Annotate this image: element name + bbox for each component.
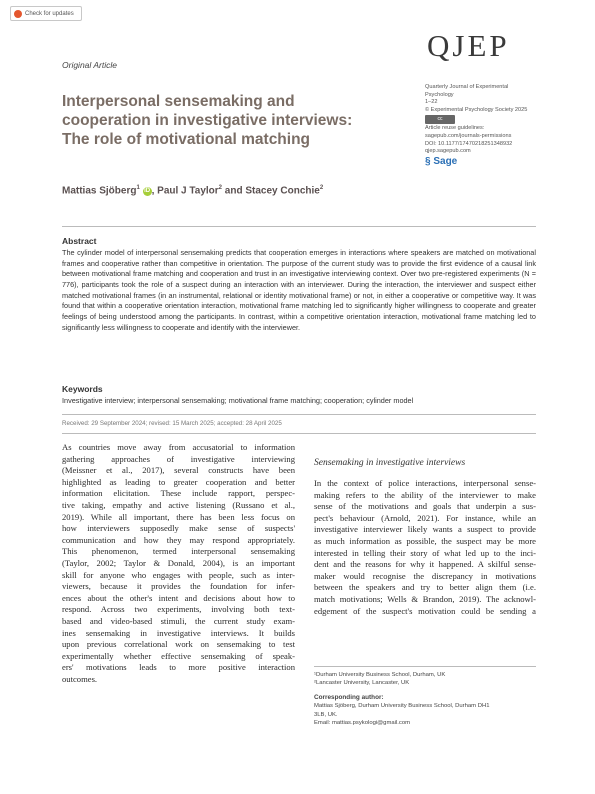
body-line: between the speakers and try to better align them (i.e. — [314, 582, 536, 593]
journal-metadata — [425, 84, 565, 165]
body-line: communication and how they may respond appropriately. — [62, 534, 295, 545]
author-name: Paul J Taylor — [157, 185, 219, 197]
body-line: how interviewers supposedly make sense of suspects' — [62, 523, 295, 534]
body-line: (Meissner et al., 2017), several constructs have been — [62, 465, 295, 476]
affiliation-marker: 2 — [218, 185, 223, 191]
corresponding-author-email[interactable]: Email: mattias.psykologi@gmail.com — [314, 720, 411, 727]
body-line: In the context of police interactions, interpersonal sense- — [314, 478, 536, 488]
section-heading: Sensemaking in investigative interviews — [314, 458, 466, 468]
article-title — [62, 92, 412, 149]
publisher-name: Sage — [433, 155, 458, 167]
body-line: outcomes. — [62, 673, 98, 684]
divider — [62, 226, 536, 227]
body-line: ences about the other's intent and decisions about how to — [62, 592, 295, 603]
journal-name-line: Quarterly Journal of Experimental — [425, 84, 509, 90]
divider — [62, 433, 536, 434]
doi[interactable]: DOI: 10.1177/17470218251348932 — [425, 140, 513, 147]
permissions-link[interactable]: sagepub.com/journals-permissions — [425, 132, 512, 139]
update-icon — [14, 10, 22, 18]
body-line: based and video-based stimuli, the current study exam- — [62, 615, 295, 626]
body-column-right — [314, 478, 536, 617]
title-line: cooperation in investigative interviews: — [62, 112, 353, 129]
body-line: information elicitation. These include rapport, perspec- — [62, 488, 295, 499]
body-line: (Taylor, 2002; Taylor & Donald, 2004), is an important — [62, 557, 295, 568]
body-line: investigative interviewer likely wants a suspect to provide — [314, 524, 536, 535]
keywords-text: Investigative interview; interpersonal sensemaking; motivational frame matching; cooperation; cylinder model — [62, 396, 414, 405]
body-line: As countries move away from accusatorial to information — [62, 442, 295, 452]
creative-commons-icon[interactable]: cc — [425, 115, 455, 124]
sage-icon: § — [425, 155, 431, 167]
body-line: interested in telling their story of what led up to the inci- — [314, 547, 536, 558]
keywords-heading: Keywords — [62, 384, 103, 394]
article-type: Original Article — [62, 60, 117, 70]
corresponding-author-heading: Corresponding author: — [314, 693, 384, 701]
footnotes — [314, 671, 536, 727]
body-line: experimentally whether effective sensemaking of speak- — [62, 650, 295, 661]
author-name: Stacey Conchie — [245, 185, 320, 197]
body-line: 2019). While all important, there has been less focus on — [62, 511, 295, 522]
journal-logo: QJEP — [427, 28, 510, 63]
body-line: tive taking, empathy and active listening (Russano et al., — [62, 499, 295, 510]
affiliation-marker: 1 — [136, 185, 140, 191]
affiliation: ¹Durham University Business School, Durham, UK — [314, 672, 446, 678]
page-range: 1–22 — [425, 99, 438, 106]
body-line: match motivations; Wells & Brandon, 2019). The acknowl- — [314, 593, 536, 604]
journal-url[interactable]: qjep.sagepub.com — [425, 148, 471, 155]
body-line: making refers to the ability of the interviewer to make — [314, 489, 536, 500]
body-line: upon previous correlational work on sensemaking to test — [62, 639, 295, 650]
body-line: respond. Across two experiments, involving both text- — [62, 604, 295, 615]
body-line: viewers, because it provides the foundation for infer- — [62, 581, 295, 592]
abstract-heading: Abstract — [62, 236, 97, 246]
footnote-divider — [314, 666, 536, 667]
body-line: maker would recognise the discrepancy in motivations — [314, 570, 536, 581]
title-line: The role of motivational matching — [62, 131, 311, 148]
check-for-updates-label: Check for updates — [25, 10, 74, 17]
orcid-icon[interactable]: iD — [144, 188, 151, 195]
body-line: sense of the motivations and goals that underpin a sus- — [314, 501, 536, 512]
author-separator: and — [222, 185, 246, 197]
body-line: edgement of the suspect's motivation could be sending a — [314, 605, 536, 616]
body-line: pect's behaviour (Arnold, 2021). For instance, while an — [314, 512, 536, 523]
divider — [62, 414, 536, 415]
body-line: skill for anyone who engages with people, such as inter- — [62, 569, 295, 580]
affiliation-marker: 2 — [319, 185, 324, 191]
body-line: as much information as possible, the suspect may be more — [314, 535, 536, 546]
journal-name-line: Psychology — [425, 91, 454, 98]
author-name: Mattias Sjöberg — [62, 185, 137, 197]
article-dates: Received: 29 September 2024; revised: 15 March 2025; accepted: 28 April 2025 — [62, 420, 282, 427]
body-line: dent and the reasons for why it happened. A skilful sense- — [314, 559, 536, 570]
body-line: gathering approaches of investigative interviewing — [62, 453, 295, 464]
body-line: ers' motivations leads to more positive interaction — [62, 662, 295, 673]
check-for-updates-badge[interactable] — [10, 6, 82, 21]
reuse-guidelines: Article reuse guidelines: — [425, 125, 485, 132]
copyright: © Experimental Psychology Society 2025 — [425, 106, 528, 113]
body-line: This phenomenon, termed interpersonal sensemaking — [62, 546, 295, 557]
corresponding-author-address: 3LB, UK. — [314, 711, 338, 718]
author-list — [62, 185, 323, 196]
corresponding-author-address: Mattias Sjöberg, Durham University Business School, Durham DH1 — [314, 703, 490, 710]
author-separator: , — [151, 185, 158, 197]
publisher-logo — [425, 155, 565, 167]
title-line: Interpersonal sensemaking and — [62, 93, 295, 110]
body-line: ines sensemaking in investigative interviews. It builds — [62, 627, 295, 638]
body-column-left — [62, 442, 295, 685]
affiliation: ²Lancaster University, Lancaster, UK — [314, 680, 410, 687]
abstract-text: The cylinder model of interpersonal sensemaking predicts that cooperation emerges in interactions where speakers are matched on motivational frames and cooperative rather than competitive in orientation. The purpose of the current study was to provide the first evidence of a causal link between motivational frame matching and cooperation and trust in an investigative interviewing context. Over two pre-registered experiments (N = 776), participants took the role of a suspect during an interaction with an interviewer. During the interaction, the interviewer and suspect either matched motivational frames (in an instrumental, relational or identity motivational frame) or not, in either a cooperative or competitive way. It was found that within a cooperative orientation interaction, motivational frame matching led to significantly higher willingness to cooperate and greater feelings of being understood among the participants. In contrast, within a competitive orientation interaction, motivational frame matching led to significantly less willingness to cooperate and identify with the interviewer. — [62, 248, 536, 332]
body-line: highlighted as leading to greater cooperation and better — [62, 476, 295, 487]
